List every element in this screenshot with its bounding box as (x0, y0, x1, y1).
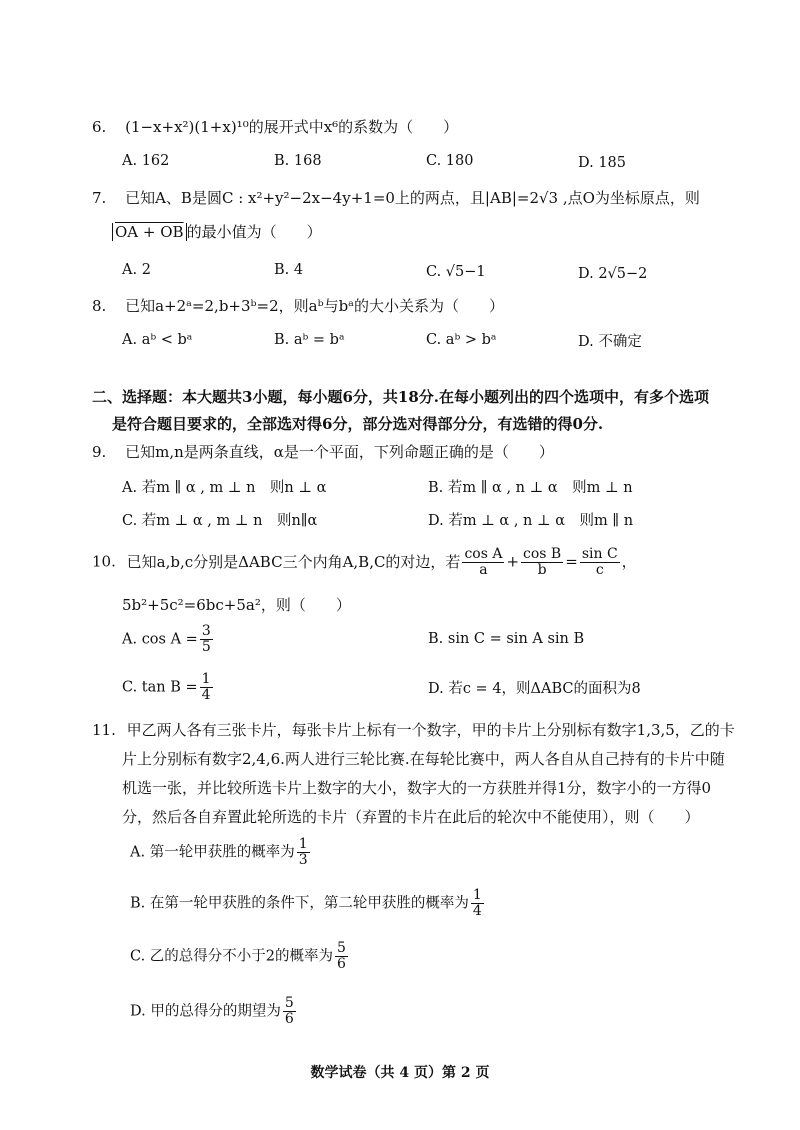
option-c: C. 180 (426, 153, 474, 169)
option-a: A. 若m ∥ α , m ⊥ n 则n ⊥ α (122, 480, 327, 496)
question-number: 10. (92, 552, 116, 571)
option-d: D. 2√5−2 (578, 266, 648, 282)
fraction-cosA-over-a: $\frac{\text{cos A}}{a}$ (464, 546, 503, 578)
section-2-heading: 二、选择题：本大题共3小题，每小题6分，共18分.在每小题列出的四个选项中，有多个选项 (92, 388, 709, 406)
question-9 (92, 441, 554, 463)
question-stem-cont: 的最小值为（ ） (186, 223, 322, 241)
vector-sum: OA + OB (112, 223, 187, 241)
option-a: A. aᵇ < bᵃ (122, 332, 193, 348)
question-11-line-4: 分，然后各自弃置此轮所选的卡片（弃置的卡片在此后的轮次中不能使用），则（ ） (122, 808, 700, 826)
question-stem: 已知m,n是两条直线，α是一个平面，下列命题正确的是（ ） (125, 443, 554, 461)
question-stem: 已知a,b,c分别是ΔABC三个内角A,B,C的对边，若 (126, 552, 461, 571)
question-6 (92, 116, 458, 138)
option-b: B. 168 (274, 153, 322, 169)
option-d: D. 若c = 4，则ΔABC的面积为8 (428, 681, 641, 697)
page-footer: 数学试卷（共 4 页）第 2 页 (310, 1065, 490, 1081)
question-11 (92, 719, 735, 741)
question-10-cont: 5b²+5c²=6bc+5a²，则（ ） (122, 596, 351, 614)
option-d: D. 不确定 (578, 334, 642, 350)
option-a: A. cos A = $\frac{3}{5}$ (122, 623, 211, 655)
question-number: 7. (92, 189, 107, 207)
option-a: A. 162 (122, 153, 170, 169)
option-d: D. 甲的总得分的期望为 $\frac{5}{6}$ (130, 995, 294, 1027)
option-c: C. aᵇ > bᵃ (426, 332, 497, 348)
question-7 (92, 187, 700, 209)
question-11-line-2: 片上分别标有数字2,4,6.两人进行三轮比赛.在每轮比赛中，两人各自从自己持有的卡片中随 (122, 750, 725, 768)
option-b: B. aᵇ = bᵃ (274, 332, 345, 348)
fraction-sinC-over-c: $\frac{\text{sin C}}{c}$ (581, 546, 618, 578)
question-7-cont (112, 221, 322, 243)
option-a: A. 2 (122, 262, 151, 278)
question-number: 6. (92, 118, 107, 136)
option-c: C. tan B = $\frac{1}{4}$ (122, 671, 211, 703)
option-b: B. 在第一轮甲获胜的条件下，第二轮甲获胜的概率为 $\frac{1}{4}$ (130, 887, 482, 919)
question-number: 9. (92, 443, 107, 461)
fraction-cosB-over-b: $\frac{\text{cos B}}{b}$ (523, 546, 562, 578)
question-stem: 已知a+2ᵃ=2,b+3ᵇ=2，则aᵇ与bᵃ的大小关系为（ ） (125, 297, 504, 315)
option-c: C. 若m ⊥ α , m ⊥ n 则n∥α (122, 513, 318, 529)
option-a: A. 第一轮甲获胜的概率为 $\frac{1}{3}$ (130, 836, 308, 868)
option-d: D. 若m ⊥ α , n ⊥ α 则m ∥ n (428, 513, 634, 529)
option-c: C. √5−1 (426, 264, 486, 280)
option-b: B. 4 (274, 262, 304, 278)
option-b: B. sin C = sin A sin B (428, 631, 585, 647)
question-8 (92, 295, 504, 317)
option-b: B. 若m ∥ α , n ⊥ α 则m ⊥ n (428, 480, 633, 496)
question-number: 8. (92, 297, 107, 315)
section-2-heading-cont: 是符合题目要求的，全部选对得6分，部分选对得部分分，有选错的得0分. (112, 415, 604, 433)
question-11-line-3: 机选一张，并比较所选卡片上数字的大小，数字大的一方获胜并得1分，数字小的一方得0 (122, 779, 712, 797)
option-d: D. 185 (578, 155, 627, 171)
question-stem: 已知A、B是圆C : x²+y²−2x−4y+1=0上的两点，且|AB|=2√3 ,点O为坐标原点，则 (125, 189, 700, 207)
option-c: C. 乙的总得分不小于2的概率为 $\frac{5}{6}$ (130, 940, 346, 972)
question-number: 11. (92, 721, 116, 739)
question-10: 10. 已知a,b,c分别是ΔABC三个内角A,B,C的对边，若 $\frac{\text{cos A}}{a}$ + $\frac{\text{cos B}}{b}$ = $\frac{\text{sin C}}{c}$ ， (92, 546, 637, 578)
question-stem: (1−x+x²)(1+x)¹⁰的展开式中x⁶的系数为（ ） (125, 118, 459, 136)
question-stem: 甲乙两人各有三张卡片，每张卡片上标有一个数字，甲的卡片上分别标有数字1,3,5，乙的卡 (126, 721, 735, 739)
